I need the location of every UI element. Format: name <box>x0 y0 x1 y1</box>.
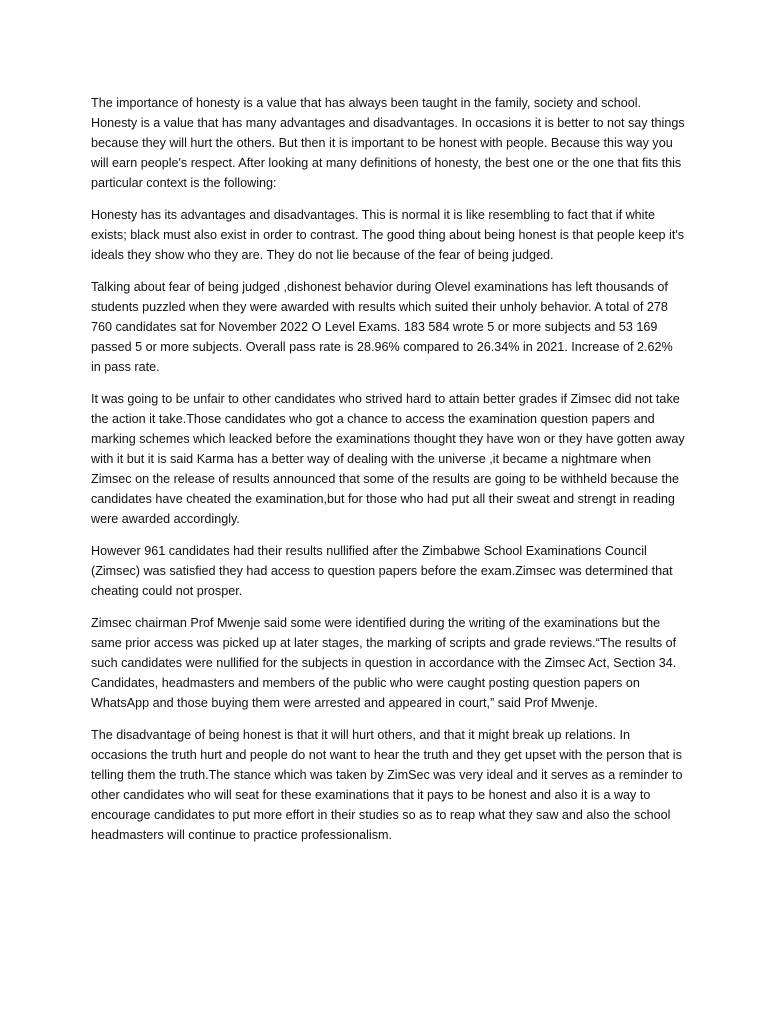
paragraph-advantages: Honesty has its advantages and disadvantages. This is normal it is like resembling to fact that if white exists; black must also exist in order to contrast. The good thing about being honest is that people keep it's ideals they show who they are. They do not lie because of the fear of being judged. <box>91 208 685 262</box>
paragraph-nullified-results: However 961 candidates had their results nullified after the Zimbabwe School Examinations Council (Zimsec) was satisfied they had access to question papers before the exam.Zimsec was determined that cheating could not prosper. <box>91 544 673 598</box>
document-body <box>91 94 685 858</box>
paragraph-fairness: It was going to be unfair to other candidates who strived hard to attain better grades if Zimsec did not take the action it take.Those candidates who got a chance to access the examination question papers and marking schemes which leacked before the examinations thought they have won or they have gotten away with it but it is said Karma has a better way of dealing with the universe ,it became a nightmare when Zimsec on the release of results announced that some of the results are going to be withheld because the candidates have cheated the examination,but for those who had put all their sweat and strengt in reading were awarded accordingly. <box>91 392 685 526</box>
paragraph-olevel-results: Talking about fear of being judged ,dishonest behavior during Olevel examinations has left thousands of students puzzled when they were awarded with results which suited their unholy behavior. A total of 278 760 candidates sat for November 2022 O Level Exams. 183 584 wrote 5 or more subjects and 53 169 passed 5 or more subjects. Overall pass rate is 28.96% compared to 26.34% in 2021. Increase of 2.62% in pass rate. <box>91 280 673 374</box>
paragraph-intro: The importance of honesty is a value that has always been taught in the family, society and school. Honesty is a value that has many advantages and disadvantages. In occasions it is better to not say things because they will hurt the others. But then it is important to be honest with people. Because this way you will earn people's respect. After looking at many definitions of honesty, the best one or the one that fits this particular context is the following: <box>91 96 685 190</box>
paragraph-chairman-quote: Zimsec chairman Prof Mwenje said some were identified during the writing of the examinations but the same prior access was picked up at later stages, the marking of scripts and grade reviews.“The results of such candidates were nullified for the subjects in question in accordance with the Zimsec Act, Section 34. Candidates, headmasters and members of the public who were caught posting question papers on WhatsApp and those buying them were arrested and appeared in court,” said Prof Mwenje. <box>91 616 677 710</box>
paragraph-conclusion: The disadvantage of being honest is that it will hurt others, and that it might break up relations. In occasions the truth hurt and people do not want to hear the truth and they get upset with the person that is telling them the truth.The stance which was taken by ZimSec was very ideal and it serves as a reminder to other candidates who will seat for these examinations that it pays to be honest and also it is a way to encourage candidates to put more effort in their studies so as to reap what they saw and also the school headmasters will continue to practice professionalism. <box>91 728 683 842</box>
